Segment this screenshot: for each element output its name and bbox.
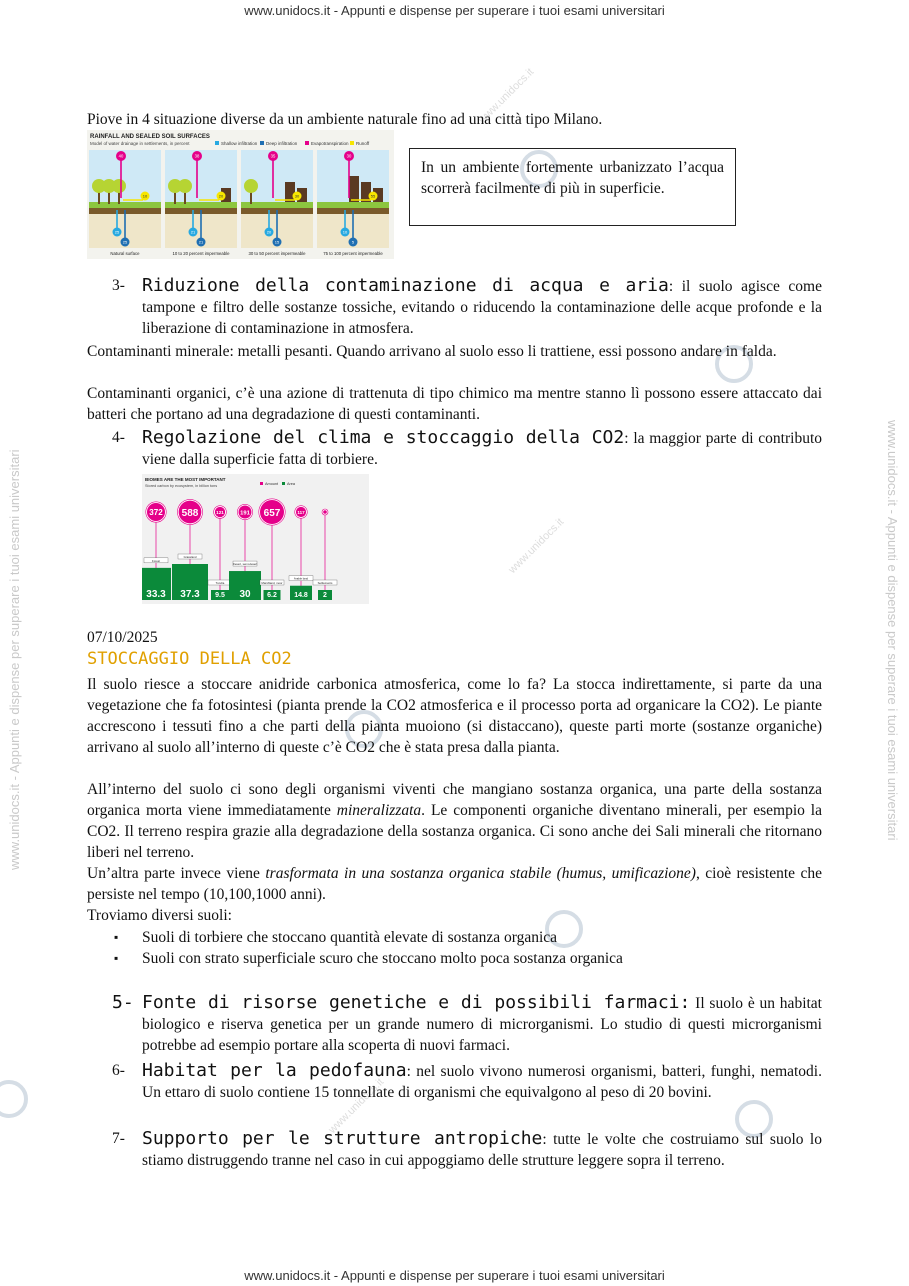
- list-item-3: [112, 275, 822, 339]
- building: [361, 182, 371, 202]
- legend-swatch: [282, 482, 285, 485]
- watermark-bottom: www.unidocs.it - Appunti e dispense per superare i tuoi esami universitari: [244, 1268, 665, 1283]
- paragraph-1: Il suolo riesce a stoccare anidride carbonica atmosferica, come lo fa? La stocca indirettamente, si parte da una vegetazione che fa fotosintesi (pianta prende la CO2 atmosferica e il processo porta ad organicare la CO2). Le piante accrescono i tessuti fino a che parti della pianta muoiono (si distaccano), queste parti morte (sostanze organiche) arrivano al suolo all’interno di queste c’è CO2 che è stata presa dalla pianta.: [87, 676, 822, 756]
- amount-bubble: [323, 510, 327, 514]
- legend-swatch: [260, 482, 263, 485]
- building: [285, 182, 295, 202]
- figure-subtitle: Model of water drainage in settlements, in percent: [90, 141, 190, 146]
- chart-title: BIOMES ARE THE MOST IMPORTANT: [145, 477, 226, 482]
- area-label: 9.5: [215, 592, 225, 599]
- legend-label: Area: [287, 482, 296, 486]
- amount-label: 117: [297, 509, 305, 515]
- watermark-right: www.unidocs.it - Appunti e dispense per superare i tuoi esami universitari: [885, 420, 900, 841]
- figure-title: RAINFALL AND SEALED SOIL SURFACES: [90, 134, 210, 140]
- category-label: Desert, semi-desert: [232, 562, 258, 567]
- list-item-5: [112, 992, 822, 1056]
- bullet-item: ▪ Suoli di torbiere che stoccano quantità elevate di sostanza organica: [112, 927, 832, 948]
- evap-value: 40: [118, 153, 124, 159]
- item-title: Fonte di risorse genetiche e di possibili farmaci:: [142, 992, 691, 1013]
- deep-value: 21: [198, 239, 204, 245]
- item-text: : tutte le volte che costruiamo sul suolo lo stiamo distruggendo tranne nel caso in cui appoggiamo delle strutture leggere sopra il terreno.: [142, 1131, 822, 1169]
- chart-subtitle: Stored carbon by ecosystem, in billion tons: [145, 484, 218, 488]
- item-number: 6-: [112, 1062, 125, 1079]
- deep-value: 5: [351, 239, 355, 245]
- panel-grass: [317, 202, 389, 208]
- legend-label: Shallow infiltration: [221, 141, 258, 146]
- area-label: 37.3: [180, 589, 200, 600]
- bullet-list: [112, 927, 832, 969]
- date: 07/10/2025: [87, 629, 158, 646]
- deep-value: 15: [274, 239, 280, 245]
- evap-value: 35: [270, 153, 276, 159]
- paragraph-2: All’interno del suolo ci sono degli organismi viventi che mangiano sostanza organica, una parte della sostanza organica morta viene immediatamente mineralizzata. Le componenti organiche diventano minerali, per esempio la CO2. Il terreno respira grazie alla degradazione della sostanza organica. Ci sono anche dei Sali minerali che ritornano liberi nel terreno.: [87, 781, 822, 861]
- area-label: 30: [239, 589, 251, 600]
- paragraph-3: Un’altra parte invece viene trasformata in una sostanza organica stabile (humus, umificazione), cioè resistente che persiste nel tempo (10,100,1000 anni).: [87, 865, 822, 903]
- shallow-value: 20: [266, 229, 272, 235]
- tree-crown: [112, 179, 126, 193]
- panel-label: 10 to 20 percent impermeable: [172, 251, 230, 256]
- item-title: Riduzione della contaminazione di acqua e aria: [142, 275, 669, 296]
- runoff-value: 55: [370, 193, 376, 199]
- category-label: Marshland, moor: [261, 581, 283, 585]
- watermark-diagonal: www.unidocs.it: [476, 66, 537, 126]
- deep-value: 25: [122, 239, 128, 245]
- item-text: Il suolo è un habitat biologico e riserva genetica per un grande numero di microrganismi. Lo studio di questi microrganismi potrebbe ad esempio portare alla scoperta di nuovi farmaci.: [142, 995, 822, 1054]
- bullet-item: ▪ Suoli con strato superficiale scuro che stoccano molto poca sostanza organica: [112, 948, 832, 969]
- item-text: : la maggior parte di contributo viene dalla superficie fatta di torbiere.: [142, 430, 823, 468]
- item-number: 7-: [112, 1130, 125, 1147]
- area-label: 2: [323, 592, 327, 599]
- shallow-value: 21: [190, 229, 196, 235]
- amount-label: 121: [216, 509, 224, 515]
- amount-label: 588: [181, 507, 199, 519]
- tree-crown: [244, 179, 258, 193]
- section-heading: STOCCAGGIO DELLA CO2: [87, 649, 292, 669]
- item-number: 3-: [112, 277, 125, 294]
- item-title: Supporto per le strutture antropiche: [142, 1128, 543, 1149]
- list-item-7: [112, 1128, 822, 1171]
- note-box: In un ambiente fortemente urbanizzato l’acqua scorrerà facilmente di più in superficie.: [409, 148, 736, 226]
- legend-swatch: [260, 141, 264, 145]
- list-item-6: [112, 1060, 822, 1103]
- item-text: : nel suolo vivono numerosi organismi, batteri, funghi, nematodi. Un ettaro di suolo contiene 15 tonnellate di organismi che equivalgono al peso di 20 bovini.: [142, 1063, 822, 1101]
- runoff-value: 20: [218, 193, 224, 199]
- item-title: Habitat per la pedofauna: [142, 1060, 407, 1081]
- panel-label: Natural surface: [110, 251, 140, 256]
- evap-value: 30: [346, 153, 352, 159]
- shallow-value: 10: [342, 229, 348, 235]
- runoff-value: 30: [294, 193, 300, 199]
- building: [349, 176, 359, 202]
- paragraph-organici: Contaminanti organici, c’è una azione di trattenuta di tipo chimico ma mentre stanno lì possono essere attaccato dai batteri che portano ad una degradazione di questi contaminanti.: [87, 385, 822, 423]
- category-label: Settlements: [317, 581, 333, 585]
- category-label: Arable land: [293, 576, 309, 581]
- amount-label: 372: [149, 508, 163, 518]
- list-item-4: [112, 427, 822, 470]
- area-label: 33.3: [146, 589, 166, 600]
- category-label: Grassland: [183, 555, 197, 559]
- category-label: Tundra: [215, 581, 225, 585]
- paragraph-minerali: Contaminanti minerale: metalli pesanti. Quando arrivano al suolo esso li trattiene, essi possono andare in falda.: [87, 343, 777, 360]
- panel-label: 30 to 50 percent impermeable: [248, 251, 306, 256]
- legend-swatch: [350, 141, 354, 145]
- runoff-value: 10: [142, 193, 148, 199]
- amount-label: 657: [263, 508, 281, 520]
- legend-swatch: [215, 141, 219, 145]
- carbon-storage-chart: [142, 474, 369, 604]
- intro-paragraph: Piove in 4 situazione diverse da un ambiente naturale fino ad una città tipo Milano.: [87, 111, 603, 128]
- paragraph-4: Troviamo diversi suoli:: [87, 907, 232, 924]
- category-label: Forest: [152, 558, 160, 563]
- rainfall-figure: [87, 130, 394, 259]
- panel-label: 75 to 100 percent impermeable: [323, 251, 383, 256]
- watermark-top: www.unidocs.it - Appunti e dispense per superare i tuoi esami universitari: [244, 3, 665, 18]
- legend-label: Deep infiltration: [266, 141, 298, 146]
- legend-swatch: [305, 141, 309, 145]
- legend-label: Amount: [265, 482, 279, 486]
- watermark-diagonal: www.unidocs.it: [506, 516, 567, 576]
- item-number: 4-: [112, 429, 125, 446]
- area-label: 14.8: [294, 592, 308, 599]
- item-number: 5-: [112, 992, 134, 1013]
- shallow-value: 25: [114, 229, 120, 235]
- area-label: 6.2: [267, 592, 277, 599]
- item-title: Regolazione del clima e stoccaggio della CO2: [142, 427, 625, 448]
- item-text: : il suolo agisce come tampone e filtro delle sostanze tossiche, evitando o riducendo la contaminazione delle acque profonde e la liberazione di contaminazione in atmosfera.: [142, 278, 822, 337]
- tree-crown: [178, 179, 192, 193]
- amount-label: 191: [240, 510, 250, 517]
- watermark-left: www.unidocs.it - Appunti e dispense per superare i tuoi esami universitari: [7, 449, 22, 870]
- legend-label: Runoff: [356, 141, 370, 146]
- watermark-diagonal: www.unidocs.it: [326, 1076, 387, 1136]
- logo-watermark-icon: [0, 1080, 28, 1118]
- legend-label: Evapotranspiration: [311, 141, 349, 146]
- evap-value: 38: [194, 153, 200, 159]
